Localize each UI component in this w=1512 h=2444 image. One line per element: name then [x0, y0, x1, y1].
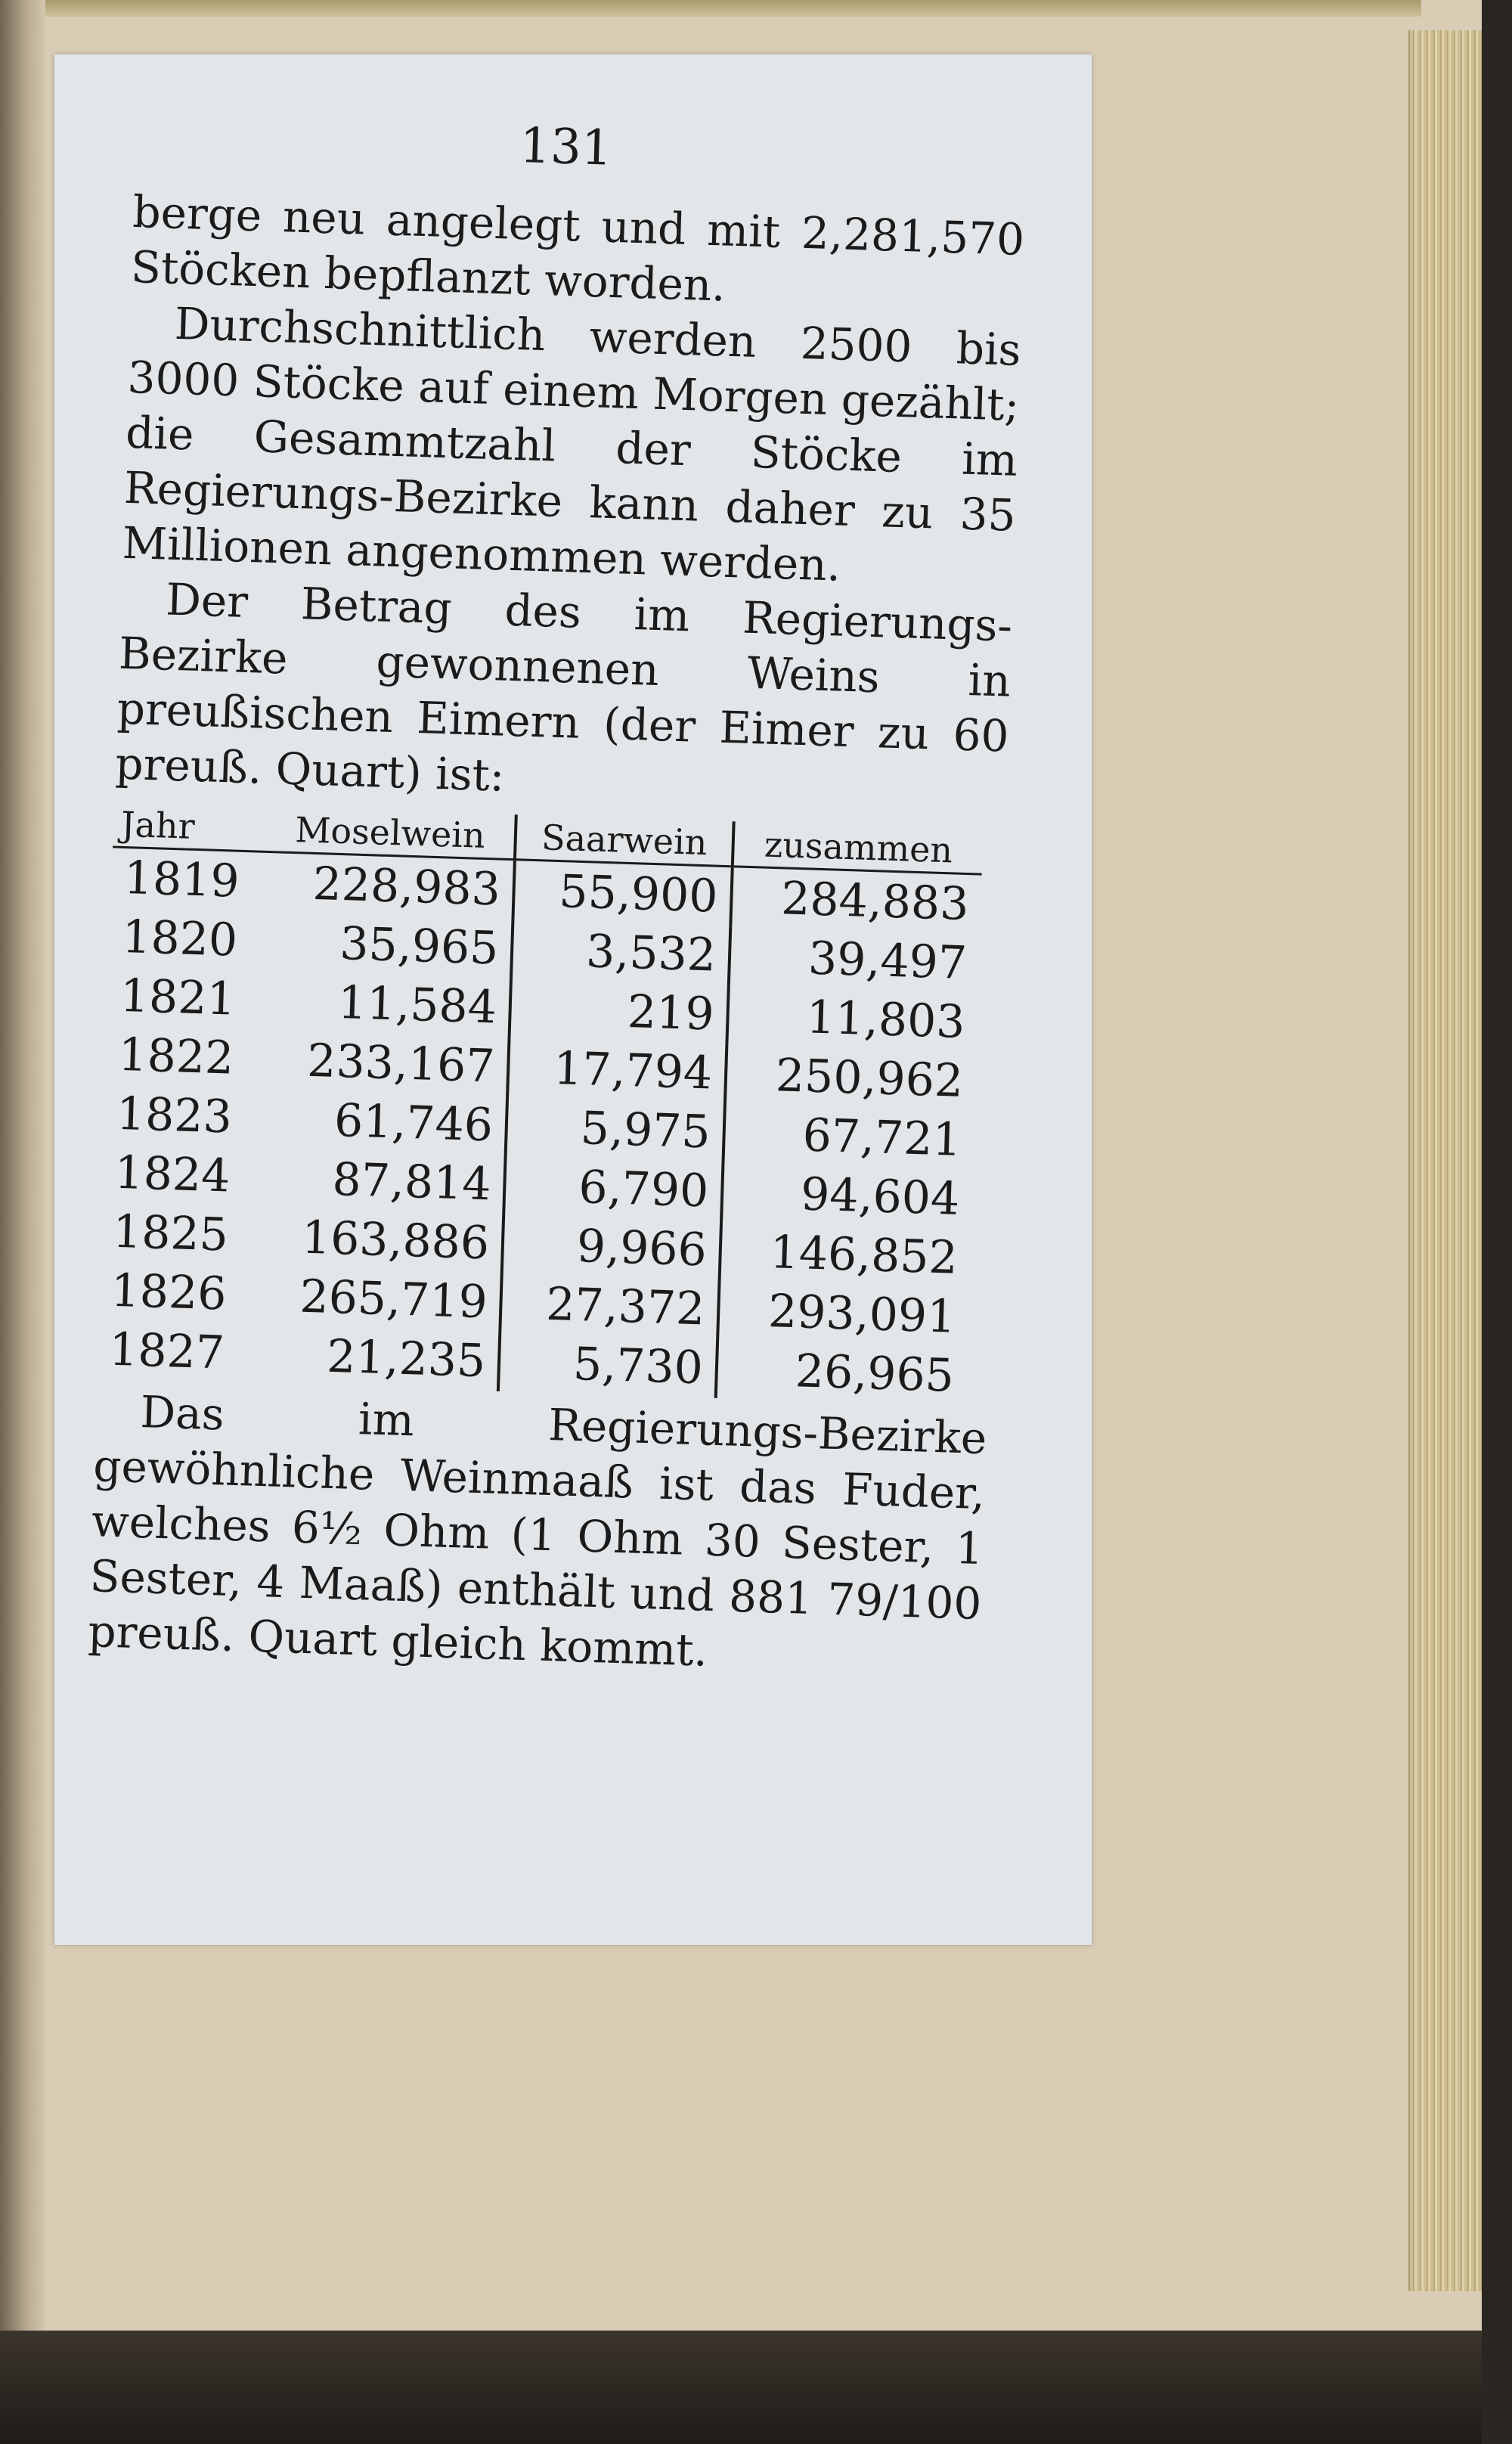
header-zusammen: zusammen: [733, 821, 984, 874]
cell-zusammen: 94,604: [721, 1162, 972, 1229]
page-content: [87, 106, 1027, 1687]
table-body: [96, 847, 982, 1406]
cell-year: 1826: [110, 1264, 228, 1321]
cell-saarwein: 27,372: [500, 1273, 719, 1339]
paragraph-after-table: Das im Regierungs-Bezirke gewöhnliche Weinmaaß ist das Fuder, welches 6½ Ohm (1 Ohm 30 Sester, 1 Sester, 4 Maaß) enthält und 881 79/100 preuß. Quart gleich kommt.: [87, 1386, 988, 1676]
cell-zusammen: 67,721: [723, 1103, 974, 1170]
cell-saarwein: 6,790: [503, 1155, 723, 1221]
cell-moselwein: 228,983: [311, 857, 501, 916]
cell-year: 1821: [119, 969, 237, 1026]
cell-moselwein: 163,886: [300, 1211, 491, 1270]
cell-saarwein: 9,966: [502, 1214, 721, 1280]
cell-saarwein: 55,900: [513, 860, 733, 927]
header-year: Jahr: [113, 802, 267, 852]
cell-year: 1827: [108, 1323, 226, 1380]
wine-production-table: [96, 802, 983, 1407]
cell-year: 1823: [116, 1087, 233, 1144]
paragraph-3: Der Betrag des im Regierungs-Bezirke gewonnenen Weins in preußischen Eimern (der Eimer zu 60 preuß. Quart) ist:: [114, 573, 1014, 802]
header-saarwein: Saarwein: [515, 814, 734, 867]
cell-year: 1824: [113, 1146, 231, 1203]
header-moselwein: Moselwein: [265, 807, 516, 860]
book-gutter: [0, 0, 45, 2444]
cell-year: 1819: [122, 851, 240, 908]
cell-zusammen: 26,965: [716, 1339, 967, 1406]
cell-zusammen: 293,091: [717, 1280, 968, 1347]
paragraph-2: Durchschnittlich werden 2500 bis 3000 Stöcke auf einem Morgen gezählt; die Gesammtzahl der Stöcke im Regierungs-Bezirke kann daher zu 35 Millionen angenommen werden.: [121, 297, 1022, 591]
cell-zusammen: 284,883: [730, 867, 981, 935]
cell-year: 1822: [117, 1028, 235, 1085]
cell-saarwein: 5,730: [498, 1332, 717, 1398]
cell-year: 1825: [112, 1205, 229, 1262]
cell-zusammen: 39,497: [729, 926, 980, 993]
cell-year: 1820: [121, 910, 239, 967]
cell-zusammen: 146,852: [719, 1221, 970, 1288]
cell-zusammen: 11,803: [727, 985, 978, 1052]
cell-moselwein: 21,235: [326, 1329, 487, 1388]
cell-moselwein: 11,584: [336, 975, 497, 1034]
scan-background: [0, 2331, 1482, 2444]
cell-moselwein: 265,719: [299, 1270, 488, 1329]
cell-saarwein: 5,975: [506, 1096, 725, 1162]
page-top-edge: [45, 0, 1421, 17]
cell-moselwein: 61,746: [333, 1093, 494, 1152]
paragraph-1: berge neu angelegt und mit 2,281,570 Stöcken bepflanzt worden.: [130, 185, 1026, 312]
cell-moselwein: 35,965: [339, 917, 500, 975]
page-number: 131: [519, 117, 613, 177]
cell-moselwein: 233,167: [306, 1034, 496, 1093]
page-edges: [1408, 30, 1482, 2291]
cell-saarwein: 17,794: [507, 1037, 727, 1103]
cell-zusammen: 250,962: [725, 1044, 976, 1111]
cell-moselwein: 87,814: [331, 1152, 492, 1211]
cell-saarwein: 3,532: [511, 920, 730, 985]
cell-saarwein: 219: [510, 979, 729, 1044]
